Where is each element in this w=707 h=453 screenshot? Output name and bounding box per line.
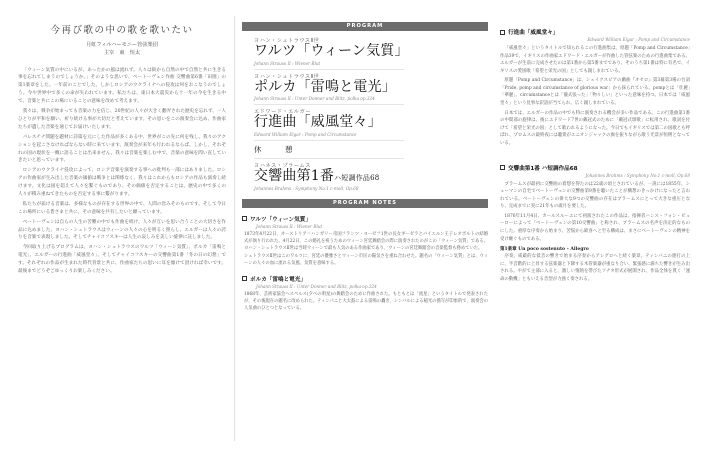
note-subtitle: Johannes Brahms : Symphony No.1 c-moll, Op.68 [585,172,690,178]
notes-continued-column [500,28,690,285]
greeting-paragraph: 私たちが届ける音楽は、多様なものが存在する世界の中で、人間の営みそのものです。そして今日この場所にいる皆さまと共に、その意味を共有したいと願っています。 [18,201,226,215]
greeting-paragraph: ベートーヴェンは自らの人生の苦難の中でも作曲を続け、人々が互いを思い合うことの大切さを作品に込めました。ヨハン・シュトラウスはウィーンの人々の心を明るく照らし、エルガーは人々の誇りを音楽で表現しました。そしてチャイコフスキーは人生の哀しみを美しい旋律に託しました。 [18,219,226,241]
note-title: ポルカ「雷鳴と電光」 [250,276,306,283]
intermission-label: 休 憩 [254,145,301,155]
note-paragraph: シュトラウスⅡ世はこのワルツに、宮廷の優雅さとウィーン市民の陽気さを重ね合わせた。題名の「ウィーン気質」とは、ウィーンの人々の血に流れる気風、気質を意味する。 [244,253,488,267]
program-composer: ヨハネス・ブラームス [254,163,311,170]
note-paragraph: ブラームスが最初に交響曲の着想を得たのは22歳の頃とされているが、一説には1855年、シューマンの自宅でベートーヴェンの交響曲第9番を聴いたことが構想のきっかけになったと言われている。ベートーヴェンの偉大な9つの交響曲の存在はブラームスにとって大きな重圧となり、完成までに実に21年もの歳月を要した。 [500,181,690,210]
note-title: 行進曲「威風堂々」 [508,30,559,36]
note-paragraph: 日本では、エルガーの作品の中でも特に演奏される機会が多い作品である。この行進曲第1番の中間部の旋律は、後にエドワード7世の戴冠式のために「戴冠式頌歌」に転用され、歌詞を付けて「希望と栄光の国」として歌われるようになった。今日でもイギリスでは第二の国歌とも呼ばれ、プロムスの最終夜には聴衆がユニオンジャックの旗を振りながら歌う光景が恒例となっている。 [500,110,690,146]
program-composer: ヨハン・シュトラウスⅡ世 [254,73,320,80]
note-paragraph: 1868年、芸術家協会ヘスペルス(夕べの明星)の舞踏会のために作曲された。もともとは「流星」というタイトルで発表されたが、その後現在の題名に改められた。ティンパニと大太鼓による雷鳴の轟き、シンバルによる稲光の描写が印象的で、演奏会の人気曲のひとつとなっている。 [244,291,488,312]
note-heading [242,215,488,223]
note-title: 交響曲第1番 ハ短調作品68 [508,165,578,172]
note-subtitle: Edward William Elgar : Pomp and Circumstance [587,37,690,42]
square-bullet-icon [500,165,505,170]
program-item [254,73,488,102]
program-work-en: Johann Strauss II : Wiener Blut [254,60,321,66]
greeting-paragraph: 我々は、戦争が始まっても音楽の力を信じ、20世紀の人々が大きく翻弄された歴史を忘れず、一人ひとりが平和を願い、祈り続ける事が大切だと考えています。その思いをこの演奏会に込め、作曲家たちが遺した音楽を通じてお届けいたします。 [18,109,226,130]
note-block [242,275,488,313]
program-work: ワルツ「ウィーン気質」 [254,43,409,59]
note-paragraph: 序奏、威厳的な低音の響きで始まる序奏からアレグロへと続く楽章。ティンパニの連打の上に、半音階的に上昇する弦楽器と下降する木管楽器が重なり合い、緊張感に満ちた響きが生み出される。やがて主部に入ると、激しい情熱を帯びたソナタ形式が展開され、作品全体を貫く「運命の動機」ともいえる音型が力強く奏される。 [500,254,690,282]
program-work-en: Edward William Elgar : Pomp and Circumstance [254,132,357,138]
square-bullet-icon [242,276,247,281]
greeting-paragraph: 「ウィーン気質の中にいるが、あったかの風は流れず。人々は街から自然の中で自然と共に生きる事を忘れてしまうのでしょうか。」そのような思いで、ベートーヴェン作曲 交響曲第6番「田園」の第1楽章をした。一年前のことでした。しかしロシアのウクライナへの侵攻は何をおこなうのでしょう。今や世界中で多くの命が失われています。私たちは、東日本大震災から十一年の今を生きる中で、音楽と共にこの場にいることの意味を改めて考えます。 [18,67,226,105]
program-work-title: 交響曲第1番 [254,168,335,185]
program-column [242,22,488,313]
note-heading [500,28,690,36]
program-work-en: Johann Strauss II : Unter Donner und Blitz, polka op.324 [254,96,375,102]
note-title: ワルツ「ウィーン気質」 [250,216,311,223]
program-composer: ヨハン・シュトラウスⅡ世 [254,38,320,44]
greeting-paragraph: パレスチナ問題を題材に詩篇を元にした作品が多くある中、世界がこの先に何を残し、我々のアクションを起こさなければならない時に来ています。演奏会が来年も行われるならば、しかし、それぞれの国の現状を一概に語ることは出来ません。我々は音楽を楽しむ中で、音楽の意味を問い直していきたいと思っています。 [18,134,226,164]
note-block [242,215,488,268]
program-composer: エドワード・エルガー [254,109,311,116]
program-divider [254,69,404,70]
note-paragraph: 原題「Pomp and Circumstance」は、シェイクスピアの戯曲『オセロ』第3幕第3場の台詞「Pride, pomp and circumstance of glorious war」から採られている。pompとは「壮麗」「華麗」、circumstanceとは「儀式張った」「物々しい」といった意味を持つ。日本では「威風堂々」という見事な訳語が当てられ、広く親しまれている。 [500,78,690,107]
note-subtitle: Johann Strauss II : Unter Donner und Blitz, polka op.324 [256,283,377,289]
note-heading [242,275,488,283]
greeting-column [18,22,226,278]
program-item [254,37,488,66]
note-paragraph: 1876年11月4日、カールスルーエにて初演されたこの作品は、指揮者ハンス・フォン・ビューローによって「ベートーヴェンの第10交響曲」と称され、ブラームスの名声を決定的なものにした。重厚な序奏から始まり、苦悩から歓喜へと至る構成は、まさにベートーヴェンの精神を受け継ぐものである。 [500,213,690,242]
note-subtitle: Johann Strauss II : Wiener Blut [256,223,323,229]
program-list [242,31,488,191]
program-header-bar: PROGRAM [242,22,488,31]
greeting-paragraph: ロシアのウクライナ侵攻によって、ロシア音楽を演奏する事への批判も一部にはありました。ロシアの作曲家が生み出した音楽の価値は戦争とは関係なく、我々はこれからもロシアの作品も演奏し続けます。文化は国を超えて人々を繋ぐものであり、その価値を否定することは、歴史の中で多くの人々が積み重ねてきたものを否定する事に繋がります。 [18,168,226,197]
orchestra-name: 月虹フィルハーモニー管弦楽団 [86,42,158,48]
author-name: 主宰 東 恒太 [103,49,141,56]
note-paragraph: 1873年4月22日、オーストリア＝ハンガリー帝国フランツ・ヨーゼフ1世の長女ギーゼラとバイエルン王子レオポルトの結婚式が執り行われた。4月22日、この婚礼を祝うためのウィーン宮廷舞踏会の際に演奏されたのがこの「ウィーン気質」である。ヨハン・シュトラウスⅡ世は当時ウィーンで最も人気のある作曲家であり、ウィーンの宮廷舞踏会の音楽監督も務めていた。 [244,231,488,252]
greeting-paragraph: 今回取り上げるプログラムは、ヨハン・シュトラウスのワルツ「ウィーン気質」、ポルカ「雷鳴と電光」、エルガーの行進曲「威風堂々」、そしてチャイコフスキーの交響曲第1番「冬の日の幻想」です。それぞれの作品が生まれた時代背景と共に、作曲家たちの思いに耳を傾けて頂ければ幸いです。最後までどうぞごゆっくりお楽しみください。 [18,245,226,274]
note-paragraph: 「威風堂々」というタイトルで知られるこの行進曲集は、原題「Pomp and Circumstance」作品39で、イギリスの作曲家エドワード・エルガーが作曲した管弦楽のための行進曲集である。エルガーが生前に完成させたのは第1番から第5番までであり、そのうち第1番は特に有名で、イギリスの愛国歌「希望と栄光の国」としても親しまれている。 [500,46,690,74]
program-divider [254,140,404,141]
square-bullet-icon [500,30,505,35]
greeting-org [18,42,226,58]
program-work: ポルカ「雷鳴と電光」 [254,78,396,95]
program-work [254,169,488,185]
program-item-final [254,162,488,191]
section-gap [500,150,690,164]
program-work: 行進曲「威風堂々」 [254,114,382,131]
program-work-key: ハ短調作品68 [334,174,380,183]
note-heading [500,164,690,172]
program-divider [254,104,404,105]
square-bullet-icon [242,216,247,221]
greeting-title: 今再び歌の中の歌を歌いたい [50,25,194,36]
column-divider [234,16,235,441]
program-notes-header-bar: PROGRAM NOTES [242,199,488,208]
program-item [254,108,488,137]
program-divider [254,158,404,159]
movement-heading: 第1楽章 Un poco sostenuto – Allegro [500,247,589,253]
program-work-en: Johannes Brahms : Symphony No.1 c-moll, Op.68 [254,185,359,191]
